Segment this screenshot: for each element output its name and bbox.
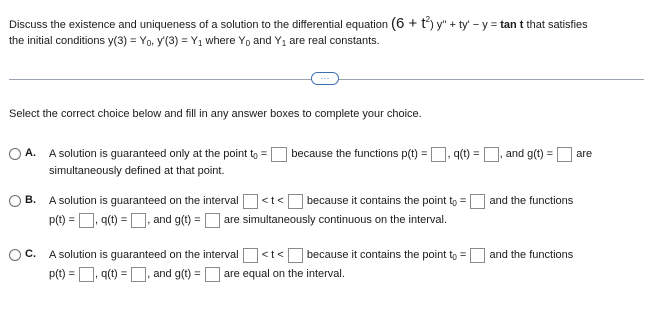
choice-letter-c: C. [25, 248, 36, 260]
choice-a-line-2: simultaneously defined at that point. [49, 165, 225, 177]
answer-box-t0[interactable] [271, 147, 287, 162]
instruction-text: Select the correct choice below and fill in any answer boxes to complete your choice. [9, 108, 422, 120]
answer-box-lower[interactable] [243, 194, 258, 209]
choice-c-line-2: p(t) = , q(t) = , and g(t) = are equal on the interval. [49, 268, 345, 280]
equation: $(6 + t^2)$ y'' + ty' − y = tan t [391, 15, 524, 32]
answer-box-p[interactable] [79, 213, 94, 228]
radio-a[interactable] [9, 148, 21, 160]
answer-box-t0[interactable] [470, 248, 485, 263]
choice-c-line-1: A solution is guaranteed on the interval < t < because it contains the point $t_0$ = and the functions [49, 249, 574, 262]
answer-box-q[interactable] [131, 267, 146, 282]
choice-a-line-1: A solution is guaranteed only at the point $t_0$ = because the functions p(t) = , q(t) = , and g(t) = are [49, 148, 593, 161]
answer-box-g[interactable] [205, 267, 220, 282]
answer-box-t0[interactable] [470, 194, 485, 209]
question-line-1: Discuss the existence and uniqueness of a solution to the differential equation $(6 + t^2)$ y'' + ty' − y = tan t that satisfies [9, 15, 588, 32]
answer-box-p[interactable] [431, 147, 446, 162]
choice-b-line-1: A solution is guaranteed on the interval < t < because it contains the point $t_0$ = and the functions [49, 195, 574, 208]
choice-letter-b: B. [25, 194, 36, 206]
choice-b-line-2: p(t) = , q(t) = , and g(t) = are simultaneously continuous on the interval. [49, 214, 448, 226]
answer-box-q[interactable] [131, 213, 146, 228]
answer-box-lower[interactable] [243, 248, 258, 263]
answer-box-upper[interactable] [288, 194, 303, 209]
question-line-2: the initial conditions $y(3) = Y_0$, $y'(3) = Y_1$ where $Y_0$ and $Y_1$ are real constants. [9, 35, 380, 48]
answer-box-p[interactable] [79, 267, 94, 282]
radio-c[interactable] [9, 249, 21, 261]
radio-b[interactable] [9, 195, 21, 207]
answer-box-g[interactable] [205, 213, 220, 228]
answer-box-upper[interactable] [288, 248, 303, 263]
more-button[interactable]: ··· [311, 72, 339, 85]
choice-letter-a: A. [25, 147, 36, 159]
answer-box-g[interactable] [557, 147, 572, 162]
question-text [9, 12, 649, 52]
answer-box-q[interactable] [484, 147, 499, 162]
